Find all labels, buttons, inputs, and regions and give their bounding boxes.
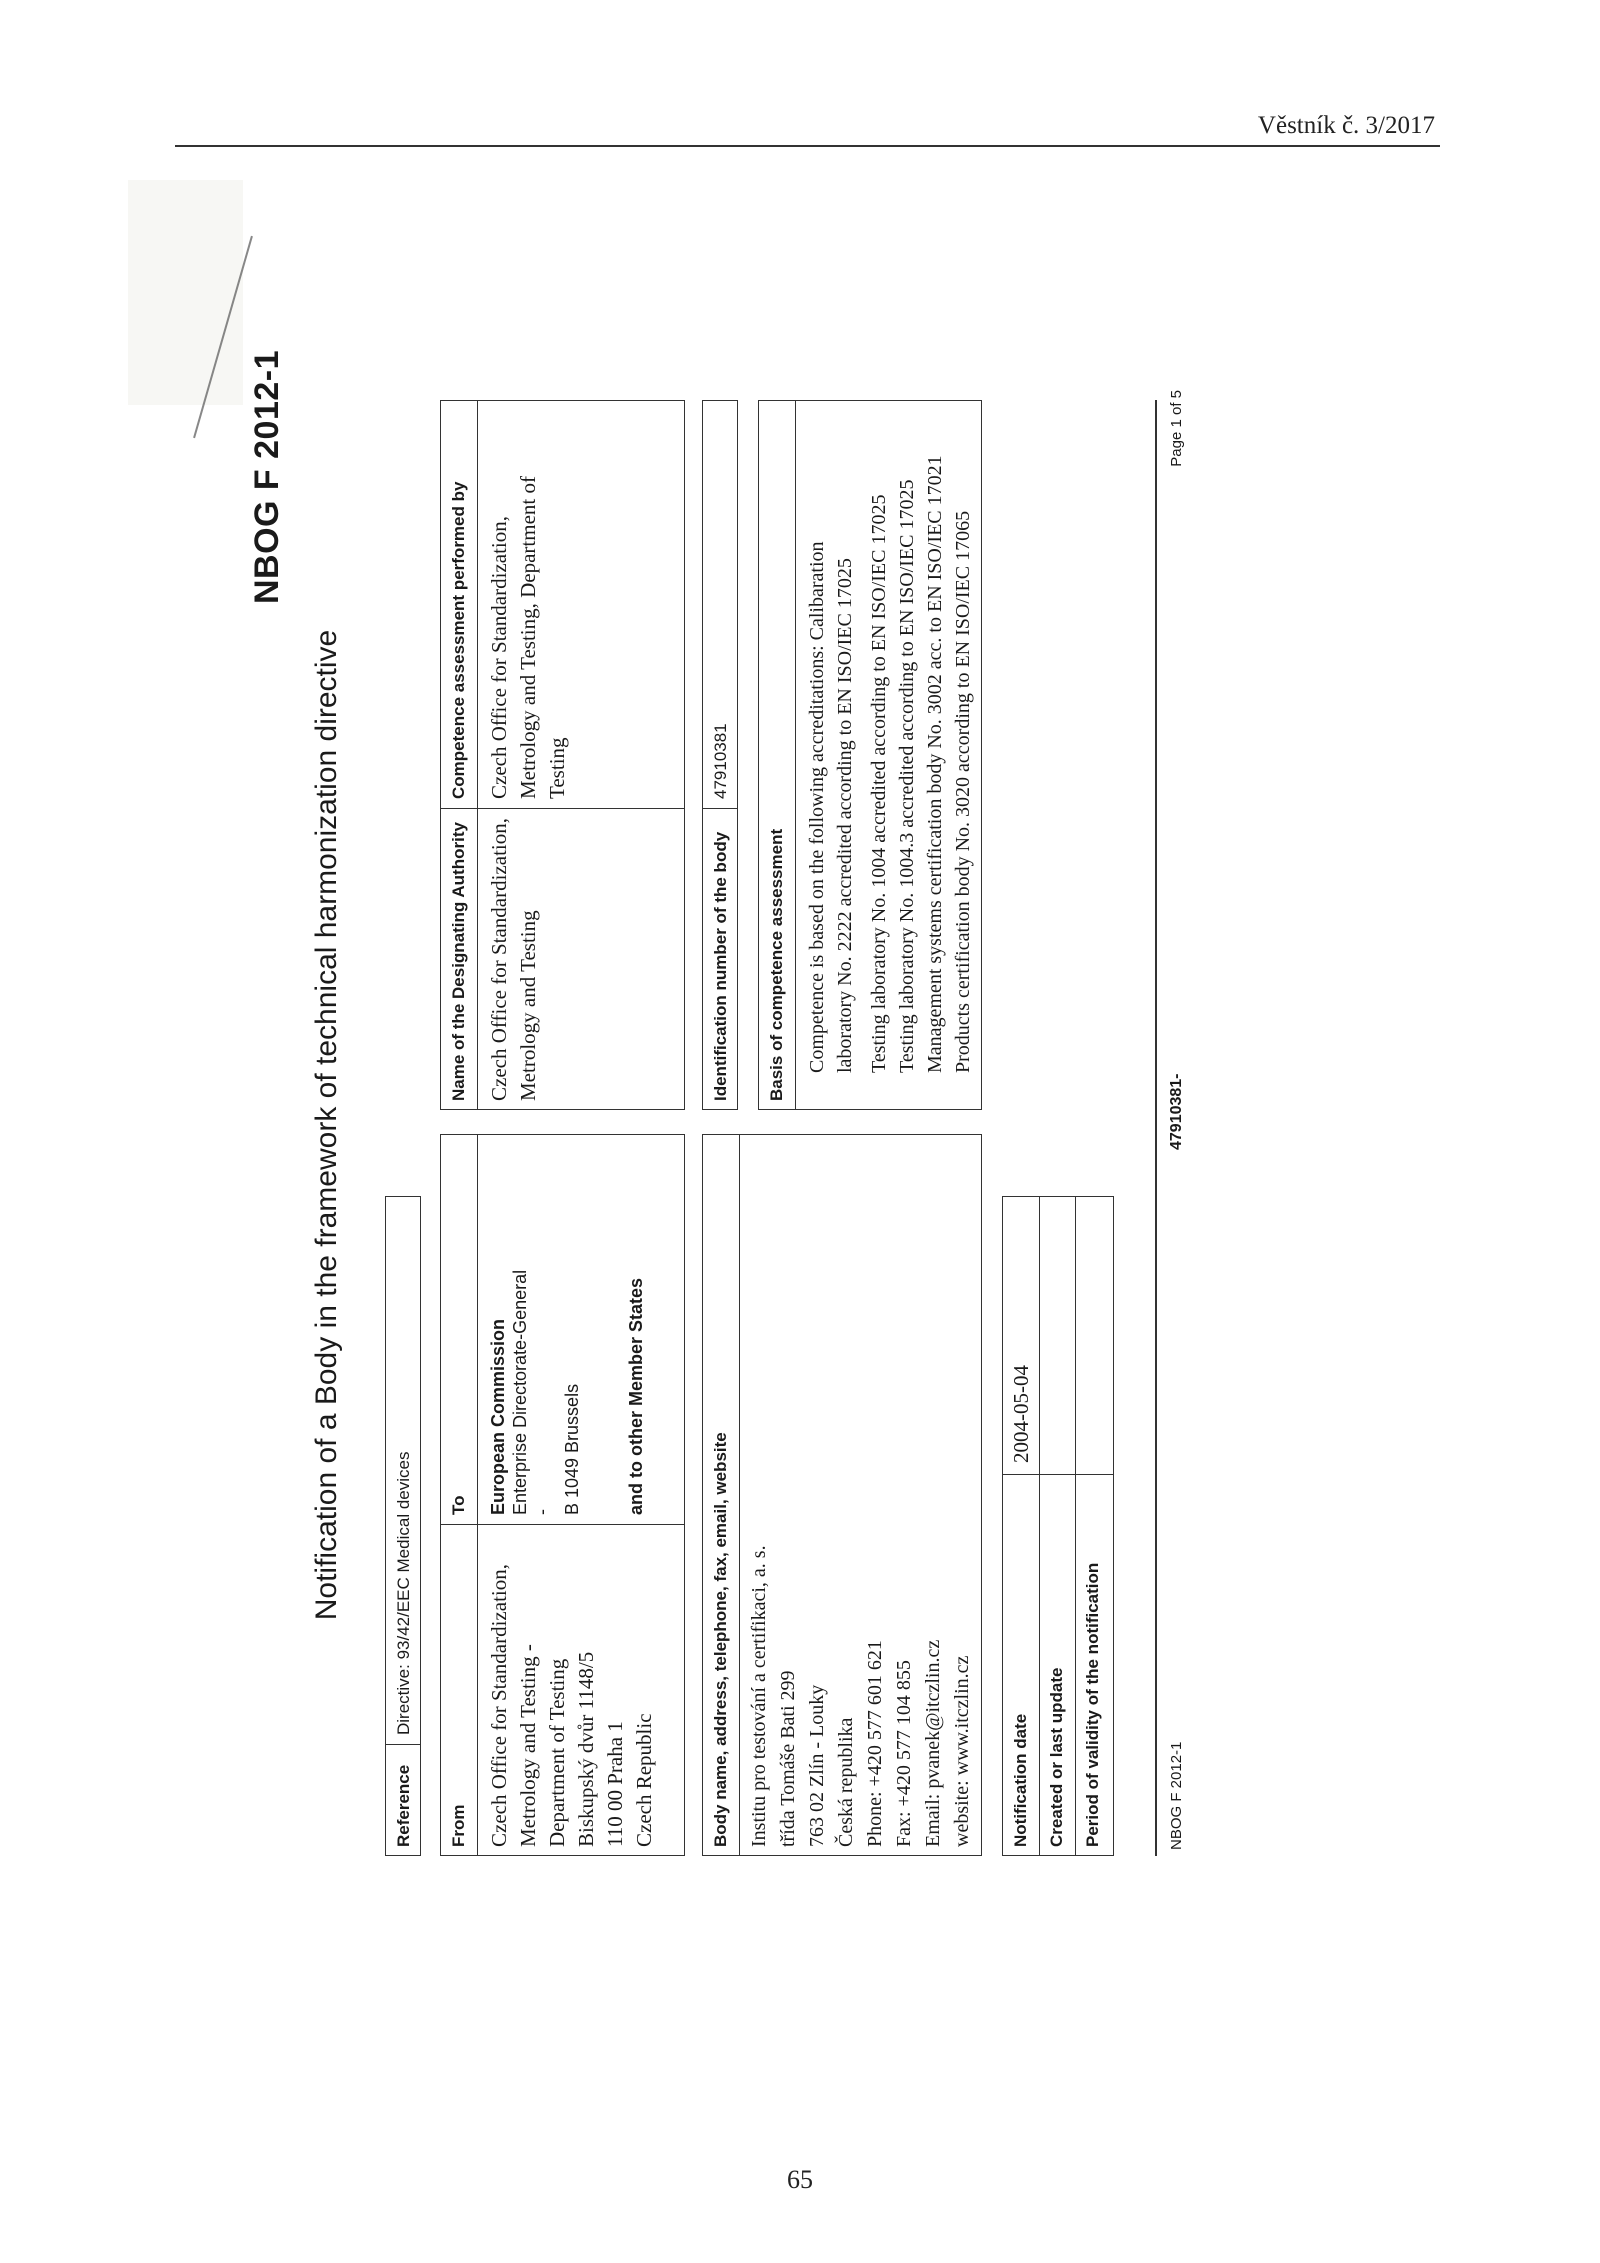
from-line: Czech Republic: [632, 1713, 656, 1847]
competence-line: Testing: [545, 737, 569, 799]
body-label: Body name, address, telephone, fax, email, website: [711, 1432, 730, 1847]
footer-page: Page 1 of 5: [1168, 390, 1185, 467]
designating-authority-label: Name of the Designating Authority: [449, 822, 468, 1101]
notification-form: [240, 310, 1340, 1940]
to-label: To: [449, 1495, 468, 1515]
last-update-label: Created or last update: [1047, 1667, 1066, 1847]
designating-authority-value: [485, 818, 543, 1101]
basis-line: Products certification body No. 3020 according to EN ISO/IEC 17065: [952, 510, 974, 1073]
basis-line: Testing laboratory No. 1004.3 accredited according to EN ISO/IEC 17025: [896, 479, 918, 1073]
competence-line: Metrology and Testing, Department of: [516, 476, 540, 799]
body-line: Česká republika: [835, 1717, 857, 1847]
authority-box: [440, 400, 685, 1110]
header-rule: [175, 145, 1440, 147]
body-line: Phone: +420 577 601 621: [864, 1640, 886, 1847]
reference-label: Reference: [394, 1764, 413, 1847]
identification-value: 47910381: [711, 723, 730, 799]
body-line: Email: pvanek@itczlin.cz: [922, 1639, 944, 1847]
body-line: 763 02 Zlín - Louky: [806, 1684, 828, 1847]
to-others: and to other Member States: [626, 1277, 646, 1515]
form-code: NBOG F 2012-1: [248, 350, 286, 605]
validity-label: Period of validity of the notification: [1083, 1562, 1102, 1847]
to-dash: -: [532, 1509, 552, 1515]
dates-rule-1: [1039, 1197, 1040, 1855]
from-address: [485, 1564, 659, 1847]
form-footer-rule: [1155, 400, 1157, 1856]
basis-line: Competence is based on the following accreditations: Calibaration: [806, 541, 828, 1073]
from-line: 110 00 Praha 1: [603, 1721, 627, 1847]
page-number: 65: [787, 2165, 813, 2194]
form-title: Notification of a Body in the framework of technical harmonization directive: [310, 629, 343, 1621]
competence-assessment-value: [485, 476, 572, 799]
footer-form-code: NBOG F 2012-1: [1168, 1741, 1185, 1850]
body-line: třída Tomáše Bati 299: [777, 1670, 799, 1847]
notification-date-value: 2004-05-04: [1009, 1365, 1033, 1463]
authority-divider: [441, 808, 684, 809]
basis-line: Testing laboratory No. 1004 accredited according to EN ISO/IEC 17025: [868, 494, 890, 1073]
basis-line: laboratory No. 2222 accredited according to EN ISO/IEC 17025: [834, 558, 856, 1073]
from-line: Czech Office for Standardization,: [487, 1564, 511, 1847]
body-details: [745, 1545, 977, 1847]
authority-line: Czech Office for Standardization,: [487, 818, 511, 1101]
from-line: Metrology and Testing -: [516, 1644, 540, 1847]
identification-label: Identification number of the body: [711, 831, 730, 1101]
rotated-form-holder: [240, 310, 1340, 1940]
competence-line: Czech Office for Standardization,: [487, 516, 511, 799]
identification-divider: [703, 808, 737, 809]
from-to-box: [440, 1134, 685, 1856]
body-box: [702, 1134, 982, 1856]
basis-line: Management systems certification body No. 3002 acc. to EN ISO/IEC 17021: [924, 455, 946, 1073]
dates-divider: [1003, 1474, 1113, 1475]
from-label: From: [449, 1804, 468, 1847]
body-line: Fax: +420 577 104 855: [893, 1660, 915, 1847]
from-line: Department of Testing: [545, 1658, 569, 1847]
body-line: Institu pro testování a certifikaci, a. s.: [748, 1545, 770, 1847]
to-city: B 1049 Brussels: [562, 1383, 582, 1515]
dates-box: [1002, 1196, 1114, 1856]
dates-rule-2: [1075, 1197, 1076, 1855]
reference-box: [385, 1196, 421, 1856]
basis-text: [803, 455, 977, 1073]
to-dept: Enterprise Directorate-General: [510, 1269, 530, 1515]
footer-id: 47910381-: [1168, 1073, 1185, 1150]
authority-header-rule: [477, 401, 478, 1109]
from-to-divider: [441, 1524, 684, 1525]
from-to-header-rule: [477, 1135, 478, 1855]
competence-assessment-label: Competence assessment performed by: [449, 481, 468, 799]
from-line: Biskupský dvůr 1148/5: [574, 1651, 598, 1847]
identification-box: [702, 400, 738, 1110]
basis-box: [758, 400, 982, 1110]
reference-divider: [386, 1744, 420, 1745]
notification-date-label: Notification date: [1011, 1713, 1030, 1847]
body-line: website: www.itczlin.cz: [951, 1655, 973, 1847]
authority-line: Metrology and Testing: [516, 910, 540, 1101]
basis-label: Basis of competence assessment: [767, 828, 786, 1101]
basis-header-rule: [795, 401, 796, 1109]
scan-smudge: [128, 180, 243, 405]
reference-value: Directive: 93/42/EEC Medical devices: [394, 1451, 413, 1735]
body-header-rule: [739, 1135, 740, 1855]
to-address: [487, 1270, 647, 1515]
journal-header: Věstník č. 3/2017: [1257, 112, 1435, 139]
to-org: European Commission: [488, 1318, 508, 1515]
